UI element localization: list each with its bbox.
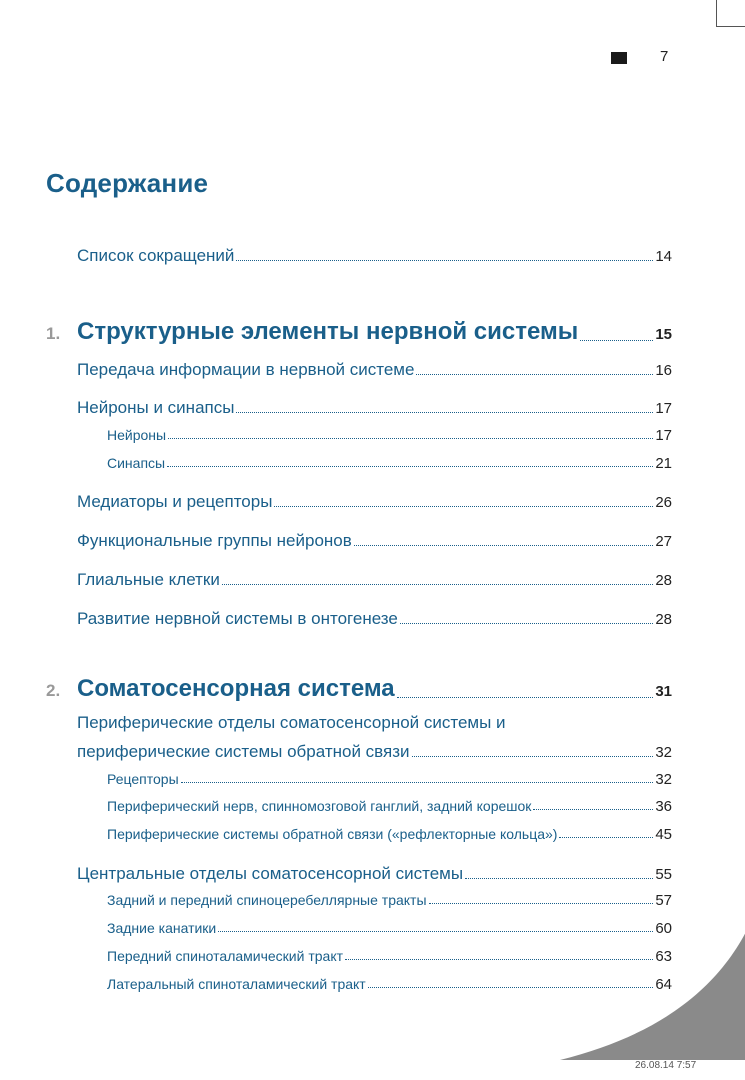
dot-leader	[412, 756, 654, 757]
toc-entry-label: Глиальные клетки	[77, 570, 220, 589]
dot-leader	[236, 260, 653, 261]
toc-entry[interactable]	[77, 531, 672, 551]
dot-leader	[168, 438, 653, 439]
toc-entry-label: периферические системы обратной связи	[77, 742, 410, 761]
page-title: Содержание	[46, 168, 209, 198]
dot-leader	[465, 878, 653, 879]
toc-entry-page: 60	[655, 920, 672, 937]
toc-entry[interactable]	[107, 798, 672, 815]
dot-leader	[167, 466, 653, 467]
dot-leader	[533, 809, 653, 810]
toc-entry-label: Рецепторы	[107, 771, 179, 787]
print-timestamp: 26.08.14 7:57	[635, 1060, 697, 1071]
toc-entry-page: 45	[655, 826, 672, 843]
toc-entry-label-line1: Периферические отделы соматосенсорной системы и	[77, 713, 506, 732]
page-curl-decoration	[560, 900, 745, 1060]
toc-entry-page: 57	[655, 892, 672, 909]
dot-leader	[354, 545, 654, 546]
dot-leader	[400, 623, 653, 624]
toc-entry-label: Функциональные группы нейронов	[77, 531, 352, 550]
toc-entry[interactable]	[77, 360, 672, 380]
toc-entry[interactable]	[46, 318, 672, 346]
toc-entry-page: 26	[655, 494, 672, 511]
toc-entry-page: 17	[655, 400, 672, 417]
toc-entry-label: Передача информации в нервной системе	[77, 360, 415, 379]
dot-leader	[274, 506, 653, 507]
toc-entry-page: 32	[655, 771, 672, 788]
toc-entry-label: Периферический нерв, спинномозговой ганглий, задний корешок	[107, 798, 532, 814]
toc-entry-page: 64	[655, 976, 672, 993]
toc-entry-page: 32	[655, 744, 672, 761]
toc-entry-page: 27	[655, 533, 672, 550]
toc-entry[interactable]	[107, 455, 672, 472]
toc-entry-page: 14	[655, 248, 672, 265]
dot-leader	[236, 412, 653, 413]
chapter-number: 1.	[46, 324, 61, 343]
toc-entry-label: Медиаторы и рецепторы	[77, 492, 273, 511]
toc-entry-page: 15	[655, 326, 672, 343]
toc-entry[interactable]	[77, 713, 672, 762]
dot-leader	[181, 782, 654, 783]
toc-entry[interactable]	[77, 492, 672, 512]
dot-leader	[222, 584, 653, 585]
toc-entry[interactable]	[107, 427, 672, 444]
toc-entry[interactable]	[77, 864, 672, 884]
dot-leader	[580, 340, 653, 341]
dot-leader	[559, 837, 653, 838]
toc-entry-page: 63	[655, 948, 672, 965]
dot-leader	[416, 374, 653, 375]
toc-entry-label: Латеральный спиноталамический тракт	[107, 976, 366, 992]
toc-entry-page: 36	[655, 798, 672, 815]
toc-entry-page: 21	[655, 455, 672, 472]
toc-entry-label: Развитие нервной системы в онтогенезе	[77, 609, 398, 628]
toc-entry-label: Нейроны и синапсы	[77, 398, 235, 417]
page-number: 7	[660, 48, 669, 65]
toc-entry-label: Нейроны	[107, 427, 167, 443]
toc-entry-label: Центральные отделы соматосенсорной системы	[77, 864, 464, 883]
chapter-number: 2.	[46, 681, 61, 700]
toc-entry-label: Синапсы	[107, 455, 166, 471]
toc-entry-page: 31	[655, 683, 672, 700]
toc-entry[interactable]	[77, 570, 672, 590]
toc-entry-label: Задние канатики	[107, 920, 217, 936]
toc-entry-label: Структурные элементы нервной системы	[77, 318, 579, 345]
toc-entry-page: 28	[655, 572, 672, 589]
toc-entry[interactable]	[77, 246, 672, 266]
toc-entry-label: Передний спиноталамический тракт	[107, 948, 344, 964]
toc-entry[interactable]	[107, 771, 672, 788]
dot-leader	[397, 697, 654, 698]
toc-entry[interactable]	[77, 609, 672, 629]
crop-mark-vertical	[716, 0, 717, 26]
toc-entry-page: 55	[655, 866, 672, 883]
toc-entry-page: 16	[655, 362, 672, 379]
toc-entry[interactable]	[107, 826, 672, 843]
toc-entry[interactable]	[46, 675, 672, 703]
toc-entry-page: 28	[655, 611, 672, 628]
toc-entry[interactable]	[77, 398, 672, 418]
toc-entry-label: Периферические системы обратной связи («рефлекторные кольца»)	[107, 826, 558, 842]
page-marker-block	[611, 52, 627, 64]
crop-mark-horizontal	[716, 26, 745, 27]
toc-entry-label: Соматосенсорная система	[77, 675, 395, 702]
toc-entry-page: 17	[655, 427, 672, 444]
toc-entry-label: Задний и передний спиноцеребеллярные тракты	[107, 892, 427, 908]
toc-entry-label: Список сокращений	[77, 246, 235, 265]
